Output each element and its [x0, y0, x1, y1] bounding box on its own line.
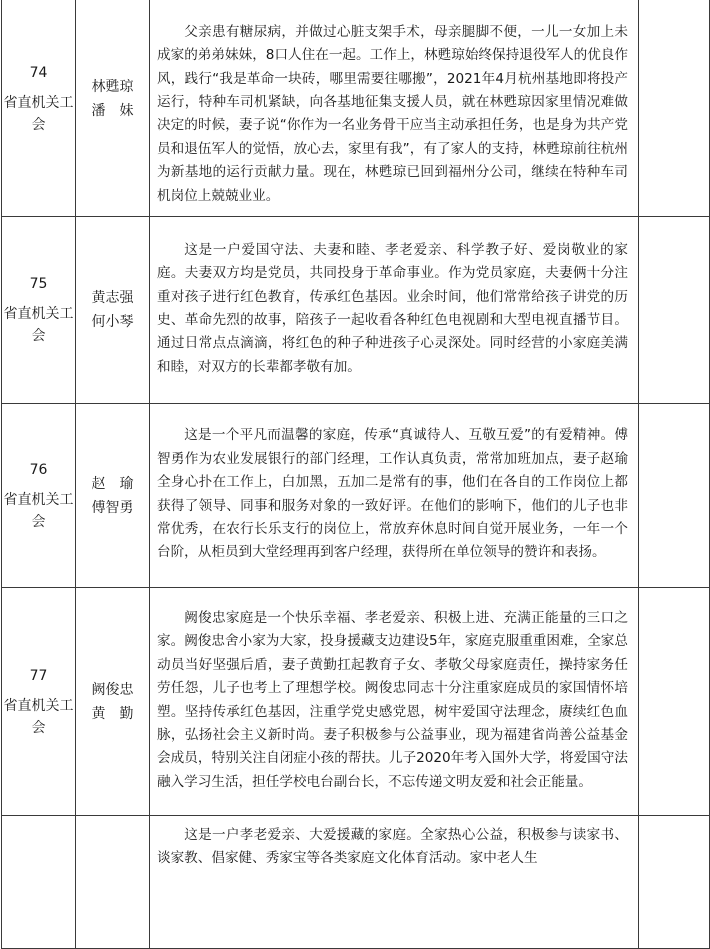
description-text: 阙俊忠家庭是一个快乐幸福、孝老爱亲、积极上进、充满正能量的三口之家。阙俊忠舍小家为大家，投身援藏支边建设5年，家庭克服重重困难，全家总动员当好坚强后盾，妻子黄勤扛起教育子女、孝敬父母家庭责任，操持家务任劳任怨，儿子也考上了理想学校。阙俊忠同志十分注重家庭成员的家国情怀培塑。坚持传承红色基因，注重学党史感党恩，树牢爱国守法理念，赓续红色血脉，弘扬社会主义新时尚。妻子积极参与公益事业，现为福建省尚善公益基金会成员，特别关注自闭症小孩的帮扶。儿子2020年考入国外大学，将爱国守法融入学习生活，担任学校电台副台长，不忘传递文明友爱和社会正能量。: [157, 609, 628, 790]
member-name: 傅智勇: [91, 499, 134, 516]
description-text: 这是一个平凡而温馨的家庭，传承“真诚待人、互敬互爱”的有爱精神。傅智勇作为农业发展银行的部门经理，工作认真负责，常常加班加点，妻子赵瑜全身心扑在工作上，白加黑，五加二是常有的事，他们在各自的工作岗位上都获得了领导、同事和服务对象的一致好评。在他们的影响下，他们的儿子也非常优秀，在农行长乐支行的岗位上，常放弃休息时间自觉开展业务，一年一个台阶，从柜员到大堂经理再到客户经理，获得所在单位领导的赞许和表扬。: [157, 427, 628, 561]
unit-name: 省直机关工会: [3, 697, 74, 736]
row-index: 74: [29, 64, 48, 81]
remark-cell: [639, 816, 710, 949]
remark-cell: [639, 588, 710, 816]
unit-name: 省直机关工会: [3, 491, 74, 530]
index-cell: [2, 404, 76, 588]
member-name: 阙俊忠: [91, 681, 134, 698]
row-index: 75: [29, 276, 48, 292]
index-cell: [2, 0, 76, 217]
table-row: [2, 588, 710, 816]
remark-cell: [639, 404, 710, 588]
names-cell: [76, 588, 150, 816]
member-name: 潘 妹: [91, 102, 134, 119]
member-name: 何小琴: [91, 314, 134, 330]
row-index: 77: [29, 667, 48, 684]
description-cell: [150, 816, 639, 949]
description-text: 父亲患有糖尿病，并做过心脏支架手术，母亲腿脚不便，一儿一女加上未成家的弟弟妹妹，8口人住在一起。工作上，林甦琼始终保持退役军人的优良作风，践行“我是革命一块砖，哪里需要往哪搬”，2021年4月杭州基地即将投产运行，特种车司机紧缺，向各基地征集支援人员，就在林甦琼因家里情况难做决定的时候，妻子说“你作为一名业务骨干应当主动承担任务，也是身为共产党员和退伍军人的觉悟，放心去，家里有我”，有了家人的支持，林甦琼前往杭州为新基地的运行贡献力量。现在，林甦琼已回到福州分公司，继续在特种车司机岗位上兢兢业业。: [157, 23, 628, 204]
family-table: [1, 0, 710, 949]
index-cell: [2, 816, 76, 949]
description-cell: [150, 588, 639, 816]
member-name: 林甦琼: [91, 78, 134, 95]
names-cell: [76, 404, 150, 588]
index-cell: [2, 588, 76, 816]
table-row: [2, 217, 710, 404]
table-row: [2, 0, 710, 217]
remark-cell: [639, 0, 710, 217]
description-cell: [150, 0, 639, 217]
description-text: 这是一户爱国守法、夫妻和睦、孝老爱亲、科学教子好、爱岗敬业的家庭。夫妻双方均是党员，共同投身于革命事业。作为党员家庭，夫妻俩十分注重对孩子进行红色教育，传承红色基因。业余时间，他们常常给孩子讲党的历史、革命先烈的故事，陪孩子一起收看各种红色电视剧和大型电视直播节目。通过日常点点滴滴，将红色的种子种进孩子心灵深处。同时经营的小家庭美满和睦，对双方的长辈都孝敬有加。: [157, 241, 628, 375]
names-cell: [76, 816, 150, 949]
member-name: 黄 勤: [91, 705, 134, 722]
row-index: 76: [29, 461, 48, 478]
table-row: [2, 816, 710, 949]
member-name: 赵 瑜: [91, 475, 134, 492]
remark-cell: [639, 217, 710, 404]
description-cell: [150, 404, 639, 588]
description-cell: [150, 217, 639, 404]
names-cell: [76, 0, 150, 217]
member-name: 黄志强: [91, 290, 134, 306]
unit-name: 省直机关工会: [3, 306, 74, 344]
description-text: 这是一户孝老爱亲、大爱援藏的家庭。全家热心公益，积极参与读家书、谈家教、倡家健、秀家宝等各类家庭文化体育活动。家中老人生: [157, 827, 628, 867]
names-cell: [76, 217, 150, 404]
index-cell: [2, 217, 76, 404]
unit-name: 省直机关工会: [3, 94, 74, 133]
table-row: [2, 404, 710, 588]
